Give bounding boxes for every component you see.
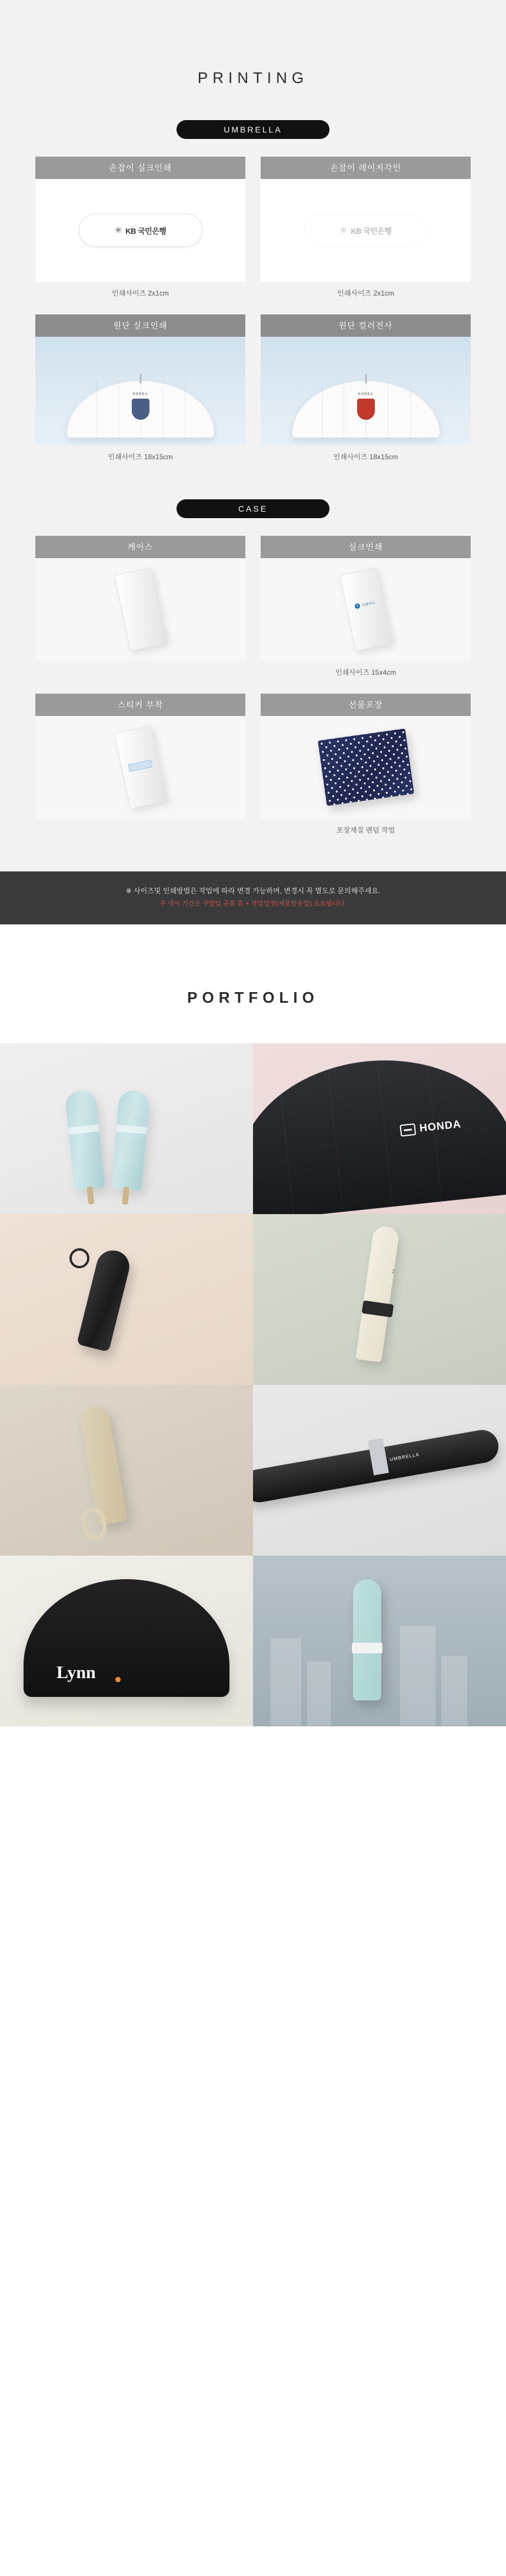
case-card-sticker <box>35 694 245 837</box>
case-mock <box>114 568 167 651</box>
card-image <box>261 558 471 661</box>
shinhan-mark-icon: S <box>354 603 361 609</box>
portfolio-photo-honda-umbrella <box>253 1043 506 1214</box>
wrist-strap <box>69 1248 89 1268</box>
card-title: 케이스 <box>35 536 245 558</box>
umbrella-canopy <box>253 1047 506 1214</box>
case-section-pill: CASE <box>177 499 329 518</box>
case-mock <box>114 725 167 809</box>
card-title: 선물포장 <box>261 694 471 716</box>
print-card-handle-laser <box>261 157 471 300</box>
card-title: 원단 컬러전사 <box>261 314 471 337</box>
crest-emblem <box>132 399 149 420</box>
card-title: 손잡이 레이저각인 <box>261 157 471 179</box>
portfolio-section <box>0 924 506 1726</box>
lynn-dot-icon <box>115 1677 121 1682</box>
sticker-mock <box>128 760 152 772</box>
umbrella-body <box>78 1404 128 1526</box>
handle-mock <box>304 214 428 247</box>
case-logo <box>354 600 375 609</box>
card-image <box>35 179 245 282</box>
lynn-brand-text: Lynn <box>56 1662 96 1682</box>
case-mock <box>339 568 392 651</box>
canopy-scene <box>35 337 245 446</box>
photo-tag-text: 2 <box>391 1268 395 1274</box>
canopy-scene <box>261 337 471 446</box>
case-card-silk <box>261 536 471 679</box>
card-image <box>261 716 471 819</box>
umbrella-left <box>64 1089 105 1191</box>
card-image <box>261 179 471 282</box>
print-card-fabric-silk <box>35 314 245 464</box>
portfolio-photo-cream-automatic <box>253 1214 506 1385</box>
card-title: 스티커 부착 <box>35 694 245 716</box>
crest-emblem <box>357 399 375 420</box>
umbrella-canopy <box>292 381 440 437</box>
portfolio-photo-black-handle <box>253 1385 506 1556</box>
card-image <box>35 558 245 661</box>
crest-top-text: KOREA <box>132 392 148 396</box>
photo-brand-text: UMBRELLA <box>389 1451 420 1463</box>
kb-star-icon: ✳ <box>114 225 122 236</box>
case-logo-text: 신한카드 <box>361 601 375 608</box>
portfolio-title: PORTFOLIO <box>187 989 319 1007</box>
umbrella-band <box>352 1643 382 1653</box>
kb-logo-text: KB 국민은행 <box>125 226 167 236</box>
portfolio-grid <box>0 1043 506 1726</box>
card-caption: 포장재질 랜덤 작업 <box>336 825 395 834</box>
portfolio-photo-beige-wall <box>0 1385 253 1556</box>
portfolio-photo-lynn <box>0 1556 253 1726</box>
notice-line-2: 주 색이 기간은 주말및 공휴 휴 + 작업일정(제품발송일) 소요됩니다. <box>159 900 347 907</box>
crest-top-text: KOREA <box>358 392 374 396</box>
honda-brand-text: HONDA <box>419 1118 462 1134</box>
umbrella-body <box>355 1225 400 1362</box>
honda-logo-icon <box>400 1123 416 1136</box>
card-caption: 인쇄사이즈 15x4cm <box>335 668 397 677</box>
case-card-gift <box>261 694 471 837</box>
portfolio-photo-folded-mint-umbrellas <box>0 1043 253 1214</box>
gift-wrap-mock <box>317 728 414 806</box>
umbrella-print-grid <box>35 157 471 464</box>
case-print-grid <box>35 536 471 837</box>
umbrella-canopy <box>67 381 214 437</box>
card-image <box>35 337 245 446</box>
case-card-plain <box>35 536 245 679</box>
card-title: 원단 실크인쇄 <box>35 314 245 337</box>
card-caption: 인쇄사이즈 18x15cm <box>333 452 398 461</box>
umbrella-canopy <box>24 1579 229 1697</box>
notice-line-1: ※ 사이즈및 인쇄방법은 작업에 따라 변경 가능하며, 변경시 꼭 별도로 문의해주세요. <box>125 886 381 895</box>
page-title: PRINTING <box>197 69 309 87</box>
card-title: 손잡이 실크인쇄 <box>35 157 245 179</box>
card-title: 실크인쇄 <box>261 536 471 558</box>
portfolio-photo-black-compact <box>0 1214 253 1385</box>
card-image <box>261 337 471 446</box>
umbrella-body <box>353 1579 381 1700</box>
card-caption: 인쇄사이즈 2x1cm <box>337 289 394 297</box>
umbrella-section-pill: UMBRELLA <box>177 120 329 139</box>
card-caption: 인쇄사이즈 18x15cm <box>108 452 173 461</box>
notice-banner <box>0 871 506 924</box>
portfolio-photo-mint-city <box>253 1556 506 1726</box>
kb-logo-text: KB 국민은행 <box>351 226 392 236</box>
print-card-fabric-color <box>261 314 471 464</box>
card-caption <box>35 661 245 669</box>
handle-mock <box>79 214 202 247</box>
print-card-handle-silk <box>35 157 245 300</box>
umbrella-right <box>111 1089 150 1191</box>
card-caption: 인쇄사이즈 2x1cm <box>112 289 169 297</box>
printing-section <box>0 0 506 924</box>
card-image <box>35 716 245 819</box>
card-caption <box>35 819 245 827</box>
kb-star-icon: ✳ <box>339 225 348 236</box>
